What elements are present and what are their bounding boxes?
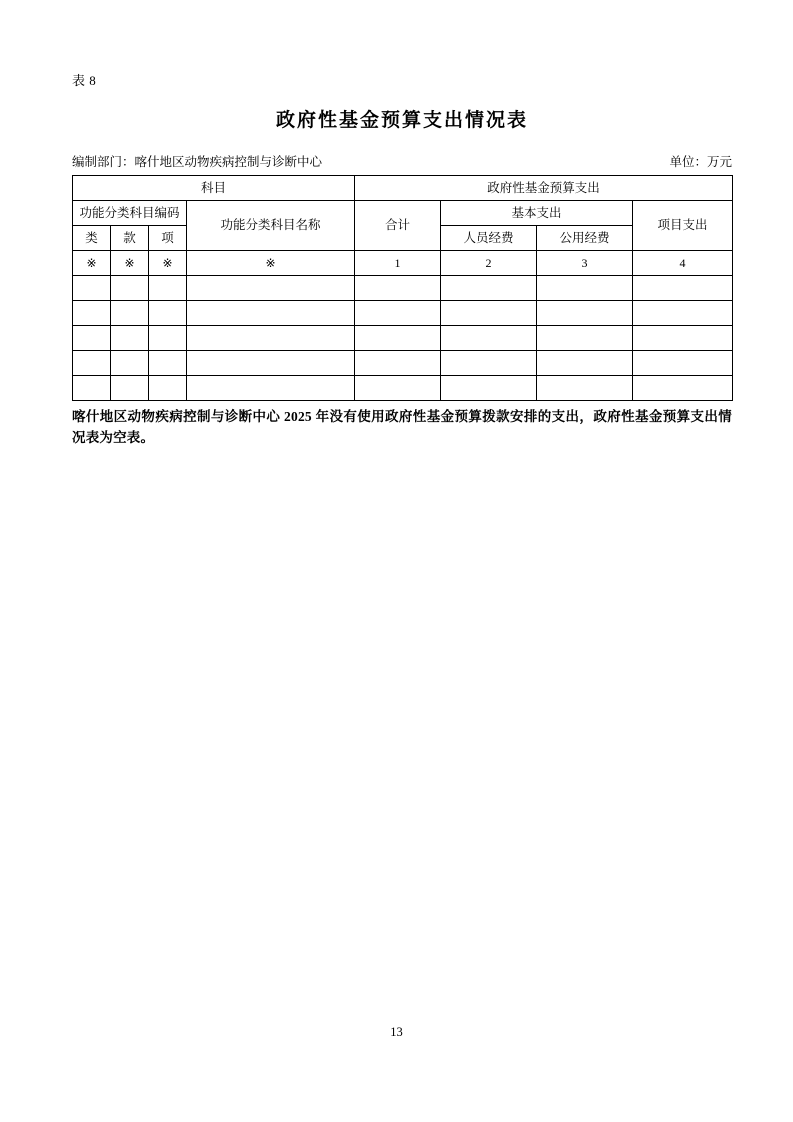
empty-cell: [73, 326, 111, 351]
table-header-row-1: [73, 176, 733, 201]
unit-label: 单位：万元: [669, 155, 732, 169]
table-row: [73, 326, 733, 351]
empty-cell: [537, 376, 633, 401]
table-note: 喀什地区动物疾病控制与诊断中心 2025 年没有使用政府性基金预算拨款安排的支出，政府性基金预算支出情况表为空表。: [72, 409, 732, 445]
empty-cell: [355, 326, 441, 351]
empty-cell: [73, 376, 111, 401]
marker-cell: ※: [149, 251, 187, 276]
empty-cell: [111, 301, 149, 326]
empty-cell: [111, 326, 149, 351]
table-row: [73, 276, 733, 301]
column-number-cell: 4: [633, 251, 733, 276]
header-project-expenditure: 项目支出: [633, 201, 733, 251]
header-code-group: 功能分类科目编码: [73, 201, 187, 226]
header-subject-name: 功能分类科目名称: [187, 201, 355, 251]
meta-row: [72, 152, 732, 170]
empty-cell: [633, 276, 733, 301]
column-number-cell: 2: [441, 251, 537, 276]
header-total: 合计: [355, 201, 441, 251]
empty-cell: [441, 376, 537, 401]
empty-cell: [355, 351, 441, 376]
empty-cell: [441, 326, 537, 351]
empty-cell: [355, 276, 441, 301]
table-row: [73, 376, 733, 401]
table-header-row-2: [73, 201, 733, 226]
empty-cell: [633, 351, 733, 376]
empty-cell: [187, 276, 355, 301]
empty-cell: [355, 376, 441, 401]
empty-cell: [111, 376, 149, 401]
empty-cell: [633, 326, 733, 351]
empty-cell: [149, 276, 187, 301]
empty-cell: [355, 301, 441, 326]
empty-cell: [73, 301, 111, 326]
empty-cell: [633, 376, 733, 401]
page-number: 13: [390, 1025, 403, 1039]
table-row: [73, 251, 733, 276]
header-public-expense: 公用经费: [537, 226, 633, 251]
empty-cell: [187, 301, 355, 326]
marker-cell: ※: [111, 251, 149, 276]
table-label: 表 8: [72, 73, 97, 88]
empty-cell: [441, 276, 537, 301]
empty-cell: [187, 351, 355, 376]
compiling-department: 编制部门：喀什地区动物疾病控制与诊断中心: [72, 155, 323, 169]
empty-cell: [73, 276, 111, 301]
empty-cell: [149, 351, 187, 376]
header-basic-expenditure: 基本支出: [441, 201, 633, 226]
empty-cell: [111, 351, 149, 376]
column-number-cell: 3: [537, 251, 633, 276]
budget-table: [72, 175, 733, 401]
header-code-section: 款: [111, 226, 149, 251]
empty-cell: [149, 326, 187, 351]
page-content: [72, 70, 732, 449]
empty-cell: [441, 301, 537, 326]
table-row: [73, 351, 733, 376]
empty-cell: [187, 326, 355, 351]
marker-cell: ※: [73, 251, 111, 276]
empty-cell: [111, 276, 149, 301]
table-body: [73, 251, 733, 401]
empty-cell: [73, 351, 111, 376]
empty-cell: [537, 351, 633, 376]
empty-cell: [149, 301, 187, 326]
empty-cell: [187, 376, 355, 401]
empty-cell: [633, 301, 733, 326]
header-code-item: 项: [149, 226, 187, 251]
page-title: 政府性基金预算支出情况表: [275, 109, 528, 131]
empty-cell: [537, 326, 633, 351]
header-code-class: 类: [73, 226, 111, 251]
marker-cell: ※: [187, 251, 355, 276]
header-group-subject: 科目: [73, 176, 355, 201]
column-number-cell: 1: [355, 251, 441, 276]
table-row: [73, 301, 733, 326]
header-personnel-expense: 人员经费: [441, 226, 537, 251]
empty-cell: [537, 301, 633, 326]
header-group-expenditure: 政府性基金预算支出: [355, 176, 733, 201]
empty-cell: [149, 376, 187, 401]
empty-cell: [537, 276, 633, 301]
empty-cell: [441, 351, 537, 376]
